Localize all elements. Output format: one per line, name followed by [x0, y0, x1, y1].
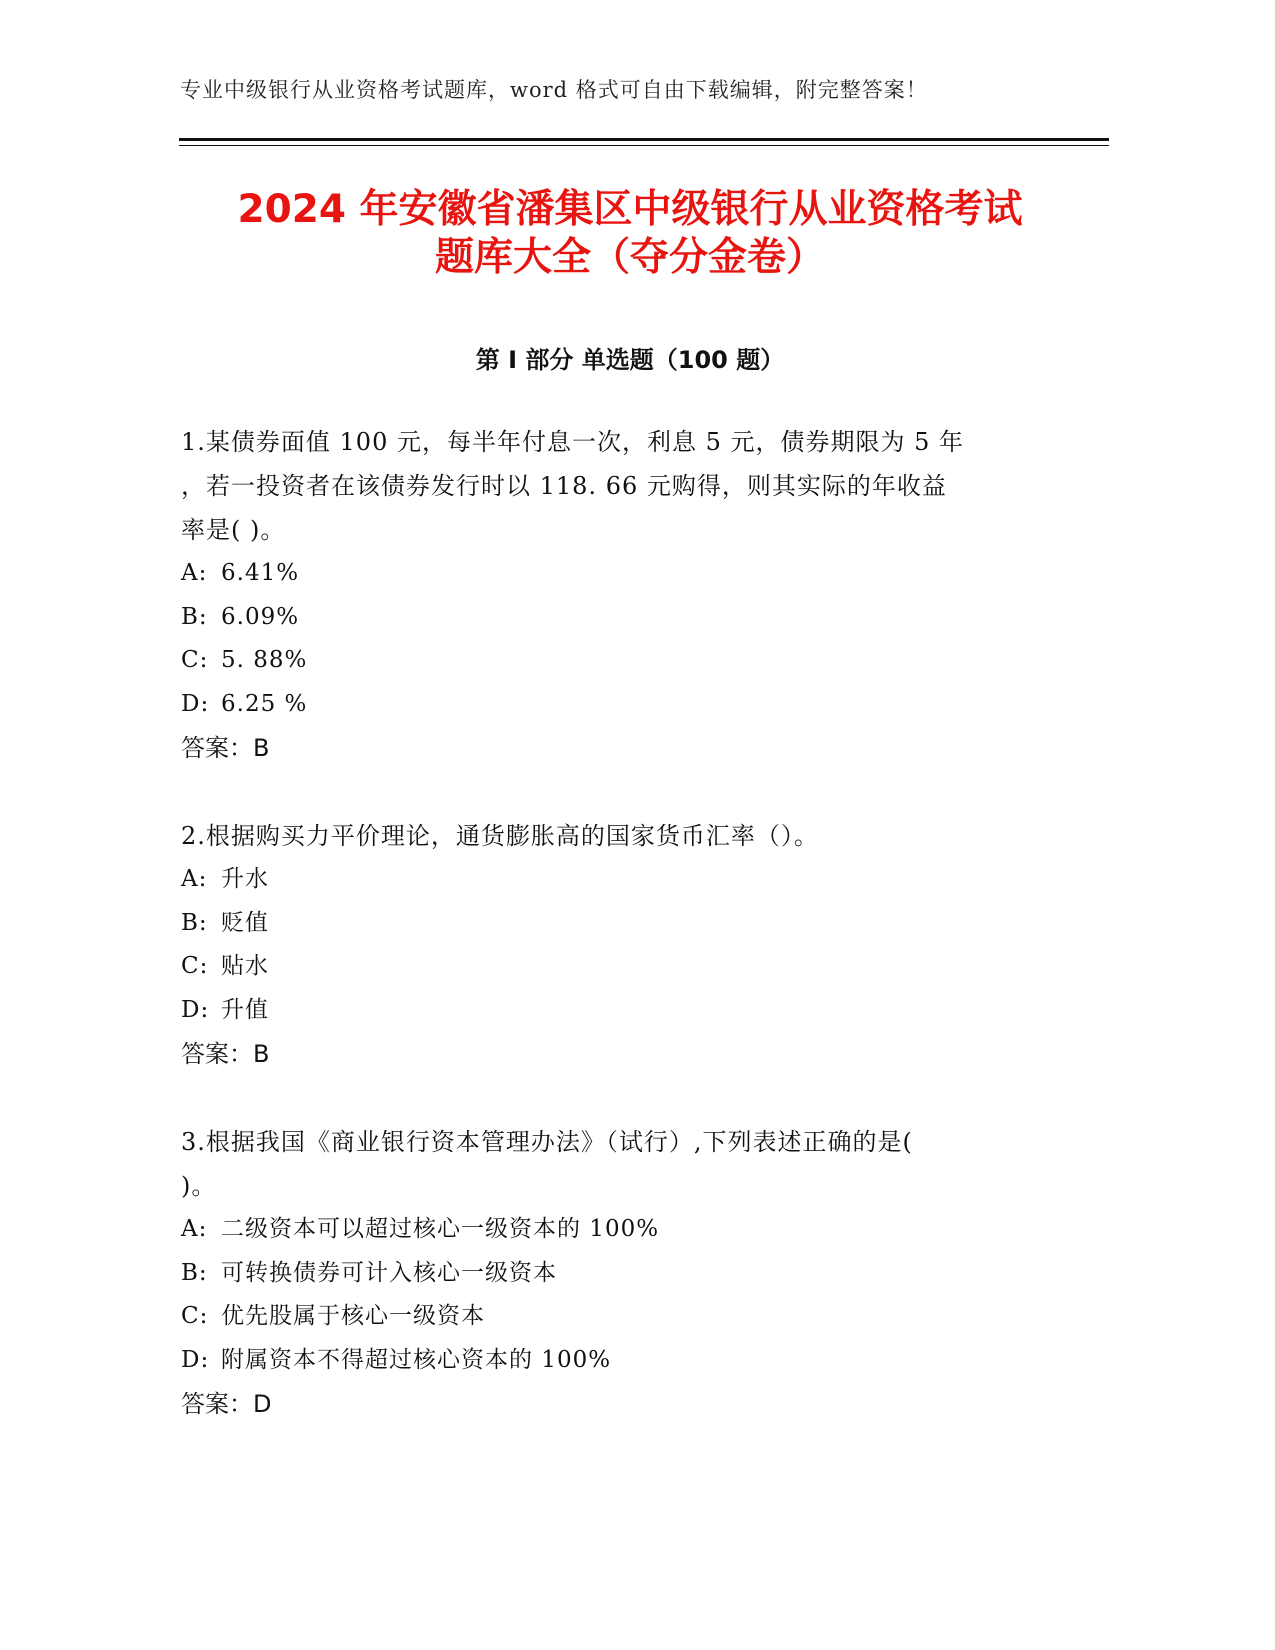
option-text: 贴水 — [221, 953, 269, 979]
option-text: 6.41% — [221, 560, 300, 586]
option-key: A: — [181, 1216, 208, 1242]
document-title-line-1: 2024 年安徽省潘集区中级银行从业资格考试 — [237, 187, 1023, 232]
option-d — [181, 989, 1021, 1033]
question-stem — [181, 814, 1021, 858]
option-text: 贬值 — [221, 909, 269, 936]
option-key: B: — [181, 603, 208, 630]
option-key: B: — [181, 909, 208, 936]
question-1 — [181, 420, 1021, 770]
question-stem-line: 1.某债券面值 100 元，每半年付息一次，利息 5 元，债券期限为 5 年 — [181, 428, 965, 456]
option-key: A: — [181, 560, 208, 586]
question-stem — [181, 1120, 1021, 1208]
question-stem-line: ，若一投资者在该债券发行时以 118. 66 元购得，则其实际的年收益 — [181, 472, 947, 500]
option-c — [181, 1295, 1021, 1339]
question-stem — [181, 420, 1021, 552]
option-text: 附属资本不得超过核心资本的 100% — [221, 1346, 612, 1373]
option-b — [181, 596, 1021, 640]
option-text: 6.25 % — [221, 690, 308, 717]
question-3 — [181, 1120, 1021, 1426]
document-title — [150, 186, 1110, 282]
option-text: 二级资本可以超过核心一级资本的 100% — [221, 1216, 660, 1242]
question-2 — [181, 814, 1021, 1076]
option-text: 5. 88% — [221, 647, 308, 673]
option-text: 可转换债券可计入核心一级资本 — [221, 1259, 557, 1286]
option-key: D: — [181, 996, 210, 1023]
option-key: D: — [181, 690, 210, 717]
answer: 答案：D — [181, 1390, 272, 1418]
option-text: 6.09% — [221, 603, 300, 630]
option-a — [181, 552, 1021, 596]
answer: 答案：B — [181, 734, 270, 762]
option-c — [181, 639, 1021, 683]
option-b — [181, 1252, 1021, 1296]
option-d — [181, 683, 1021, 727]
option-key: C: — [181, 1303, 209, 1329]
option-key: D: — [181, 1346, 210, 1373]
section-title: 第 I 部分 单选题（100 题） — [475, 346, 785, 374]
document-title-line-2: 题库大全（夺分金卷） — [434, 235, 825, 280]
option-c — [181, 945, 1021, 989]
option-a — [181, 1208, 1021, 1252]
option-key: C: — [181, 953, 209, 979]
option-b — [181, 902, 1021, 946]
header-note: 专业中级银行从业资格考试题库，word 格式可自由下载编辑，附完整答案！ — [180, 78, 928, 102]
question-stem-line: 率是( )。 — [181, 516, 286, 544]
question-stem-line: 2.根据购买力平价理论，通货膨胀高的国家货币汇率（）。 — [181, 822, 819, 850]
header-rule-thick — [179, 138, 1109, 141]
question-stem-line: 3.根据我国《商业银行资本管理办法》（试行）,下列表述正确的是( — [181, 1128, 913, 1156]
header-rule-thin — [179, 145, 1109, 146]
option-d — [181, 1339, 1021, 1383]
option-text: 升水 — [221, 866, 269, 892]
option-text: 优先股属于核心一级资本 — [221, 1303, 485, 1329]
option-key: C: — [181, 647, 209, 673]
answer: 答案：B — [181, 1040, 270, 1068]
option-key: A: — [181, 866, 208, 892]
option-a — [181, 858, 1021, 902]
option-key: B: — [181, 1259, 208, 1286]
question-stem-line: )。 — [181, 1172, 217, 1200]
option-text: 升值 — [221, 996, 269, 1023]
